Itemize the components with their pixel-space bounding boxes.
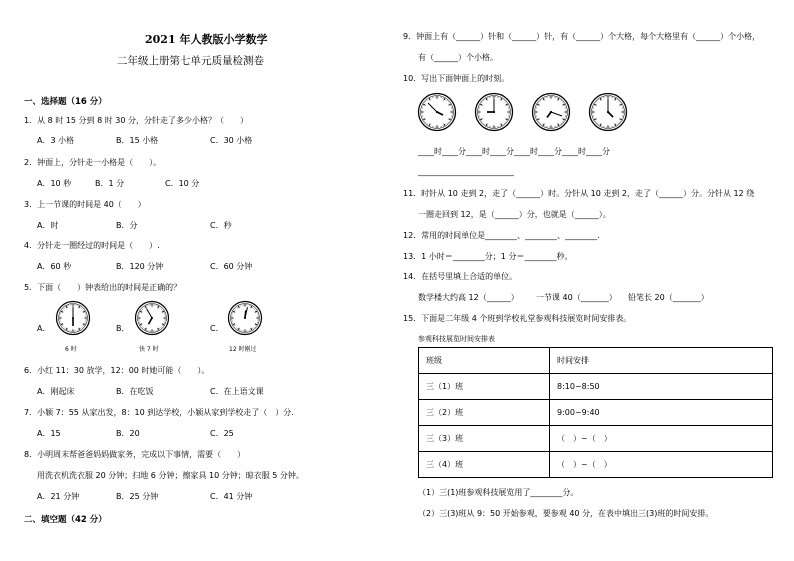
q4-stem: 4．分针走一圈经过的时间是（ ）. [24,241,160,250]
q2-option-c: C．10 分 [165,179,200,188]
q6-option-b: B．在吃饭 [116,387,154,396]
title-line2: 二年级上册第七单元质量检测卷 [117,55,264,67]
row-class: 三（4）班 [419,452,550,478]
q6-option-c: C．在上语文课 [210,387,264,396]
q8-option-c: C．41 分钟 [210,492,253,501]
table-row [419,426,773,452]
q5-caption-b: 快 7 时 [139,346,159,353]
q4-option-a: A．60 秒 [37,262,72,271]
q1-stem: 1．从 8 时 15 分到 8 时 30 分，分针走了多少小格？（ ） [24,116,248,125]
q14-item-3: 铅笔长 20（_______） [628,293,709,302]
q1-option-b: B．15 小格 [116,136,159,145]
q10-stem: 10．写出下面钟面上的时刻。 [403,74,510,83]
row-time: 8:10~8:50 [550,374,773,400]
table-row [419,452,773,478]
q4-option-c: C．60 分钟 [210,262,253,271]
q5-caption-c: 12 时刚过 [229,346,257,353]
title-line1: 2021 年人教版小学数学 [145,33,268,46]
table-row [419,374,773,400]
q10-blanks: ____时____分____时____分____时____分____时____分 [418,147,610,156]
schedule-table [418,347,773,478]
q10-line2: ________________________ [418,167,514,176]
q2-stem: 2．钟面上，分针走一小格是（ ）。 [24,158,162,167]
q9-line1: 9．钟面上有（______）针和（______）针，有（______）个大格，每个大格里有（______）个小格， [403,32,761,41]
q8-option-a: A．21 分钟 [37,492,80,501]
q3-option-a: A．时 [37,221,59,230]
q3-option-b: B．分 [116,221,138,230]
clock-icon-c [227,300,263,336]
section-choice: 一、选择题（16 分） [24,97,107,107]
q12-stem: 12．常用的时间单位是________、________、________. [403,231,600,240]
q15-stem: 15．下面是二年级 4 个班到学校礼堂参观科技展览时间安排表。 [403,314,632,323]
row-class: 三（2）班 [419,400,550,426]
table-header-row [419,348,773,374]
q7-stem: 7．小颖 7：55 从家出发，8：10 到达学校，小颖从家到学校走了（ ）分. [24,408,294,417]
table-row [419,400,773,426]
q3-option-c: C．秒 [210,221,232,230]
q5-label-a: A． [37,324,51,333]
q7-option-c: C．25 [210,429,234,438]
row-time: （ ）~（ ） [550,452,773,478]
q7-option-a: A．15 [37,429,61,438]
q5-stem: 5．下面（ ）钟表给出的时间是正确的？ [24,283,182,292]
row-time: 9:00~9:40 [550,400,773,426]
q8-option-b: B．25 分钟 [116,492,159,501]
q5-label-c: C． [210,324,224,333]
q11-line1: 11．时针从 10 走到 2，走了（______）时。分针从 10 走到 2，走了（______）分。分针从 12 绕 [403,189,755,198]
clock-icon-q10-1 [417,92,457,132]
header-time: 时间安排 [550,348,773,374]
q3-stem: 3．上一节课的时间是 40（ ） [24,200,146,209]
section-fill: 二、填空题（42 分） [24,515,107,525]
q8-detail: 用洗衣机洗衣服 20 分钟；扫地 6 分钟；擦家具 10 分钟；晾衣服 5 分钟。 [37,471,304,480]
q14-item-1: 数学楼大约高 12（______） [418,293,519,302]
q6-option-a: A．刚起床 [37,387,75,396]
clock-icon-q10-4 [588,92,628,132]
row-class: 三（1）班 [419,374,550,400]
q15-table-title: 参观科技展览时间安排表 [418,335,495,343]
q9-line2: 有（______）个小格。 [418,53,498,62]
q5-label-b: B． [116,324,130,333]
row-time: （ ）~（ ） [550,426,773,452]
q13-stem: 13．1 小时＝________分；1 分＝________秒。 [403,252,573,261]
q11-line2: 一圈走回到 12，是（______）分，也就是（______）。 [418,210,611,219]
q15-sub2: （2）三(3)班从 9：50 开始参观，要参观 40 分，在表中填出三(3)班的时间安排。 [418,509,714,518]
q4-option-b: B．120 分钟 [116,262,164,271]
clock-icon-a [55,300,91,336]
q7-option-b: B．20 [116,429,140,438]
q2-option-a: A．10 秒 [37,179,72,188]
q8-stem: 8．小明周末帮爸爸妈妈做家务，完成以下事情，需要（ ） [24,450,246,459]
q15-sub1: （1）三(1)班参观科技展览用了________分。 [418,488,579,497]
row-class: 三（3）班 [419,426,550,452]
clock-icon-q10-2 [474,92,514,132]
q1-option-a: A．3 小格 [37,136,75,145]
q1-option-c: C．30 小格 [210,136,253,145]
q2-option-b: B．1 分 [95,179,125,188]
clock-icon-b [134,300,170,336]
q14-stem: 14．在括号里填上合适的单位。 [403,272,518,281]
q6-stem: 6．小红 11：30 放学，12：00 时她可能（ ）。 [24,366,210,375]
clock-icon-q10-3 [531,92,571,132]
q14-item-2: 一节课 40（_______） [536,293,617,302]
header-class: 班级 [419,348,550,374]
q5-caption-a: 6 时 [65,346,77,353]
